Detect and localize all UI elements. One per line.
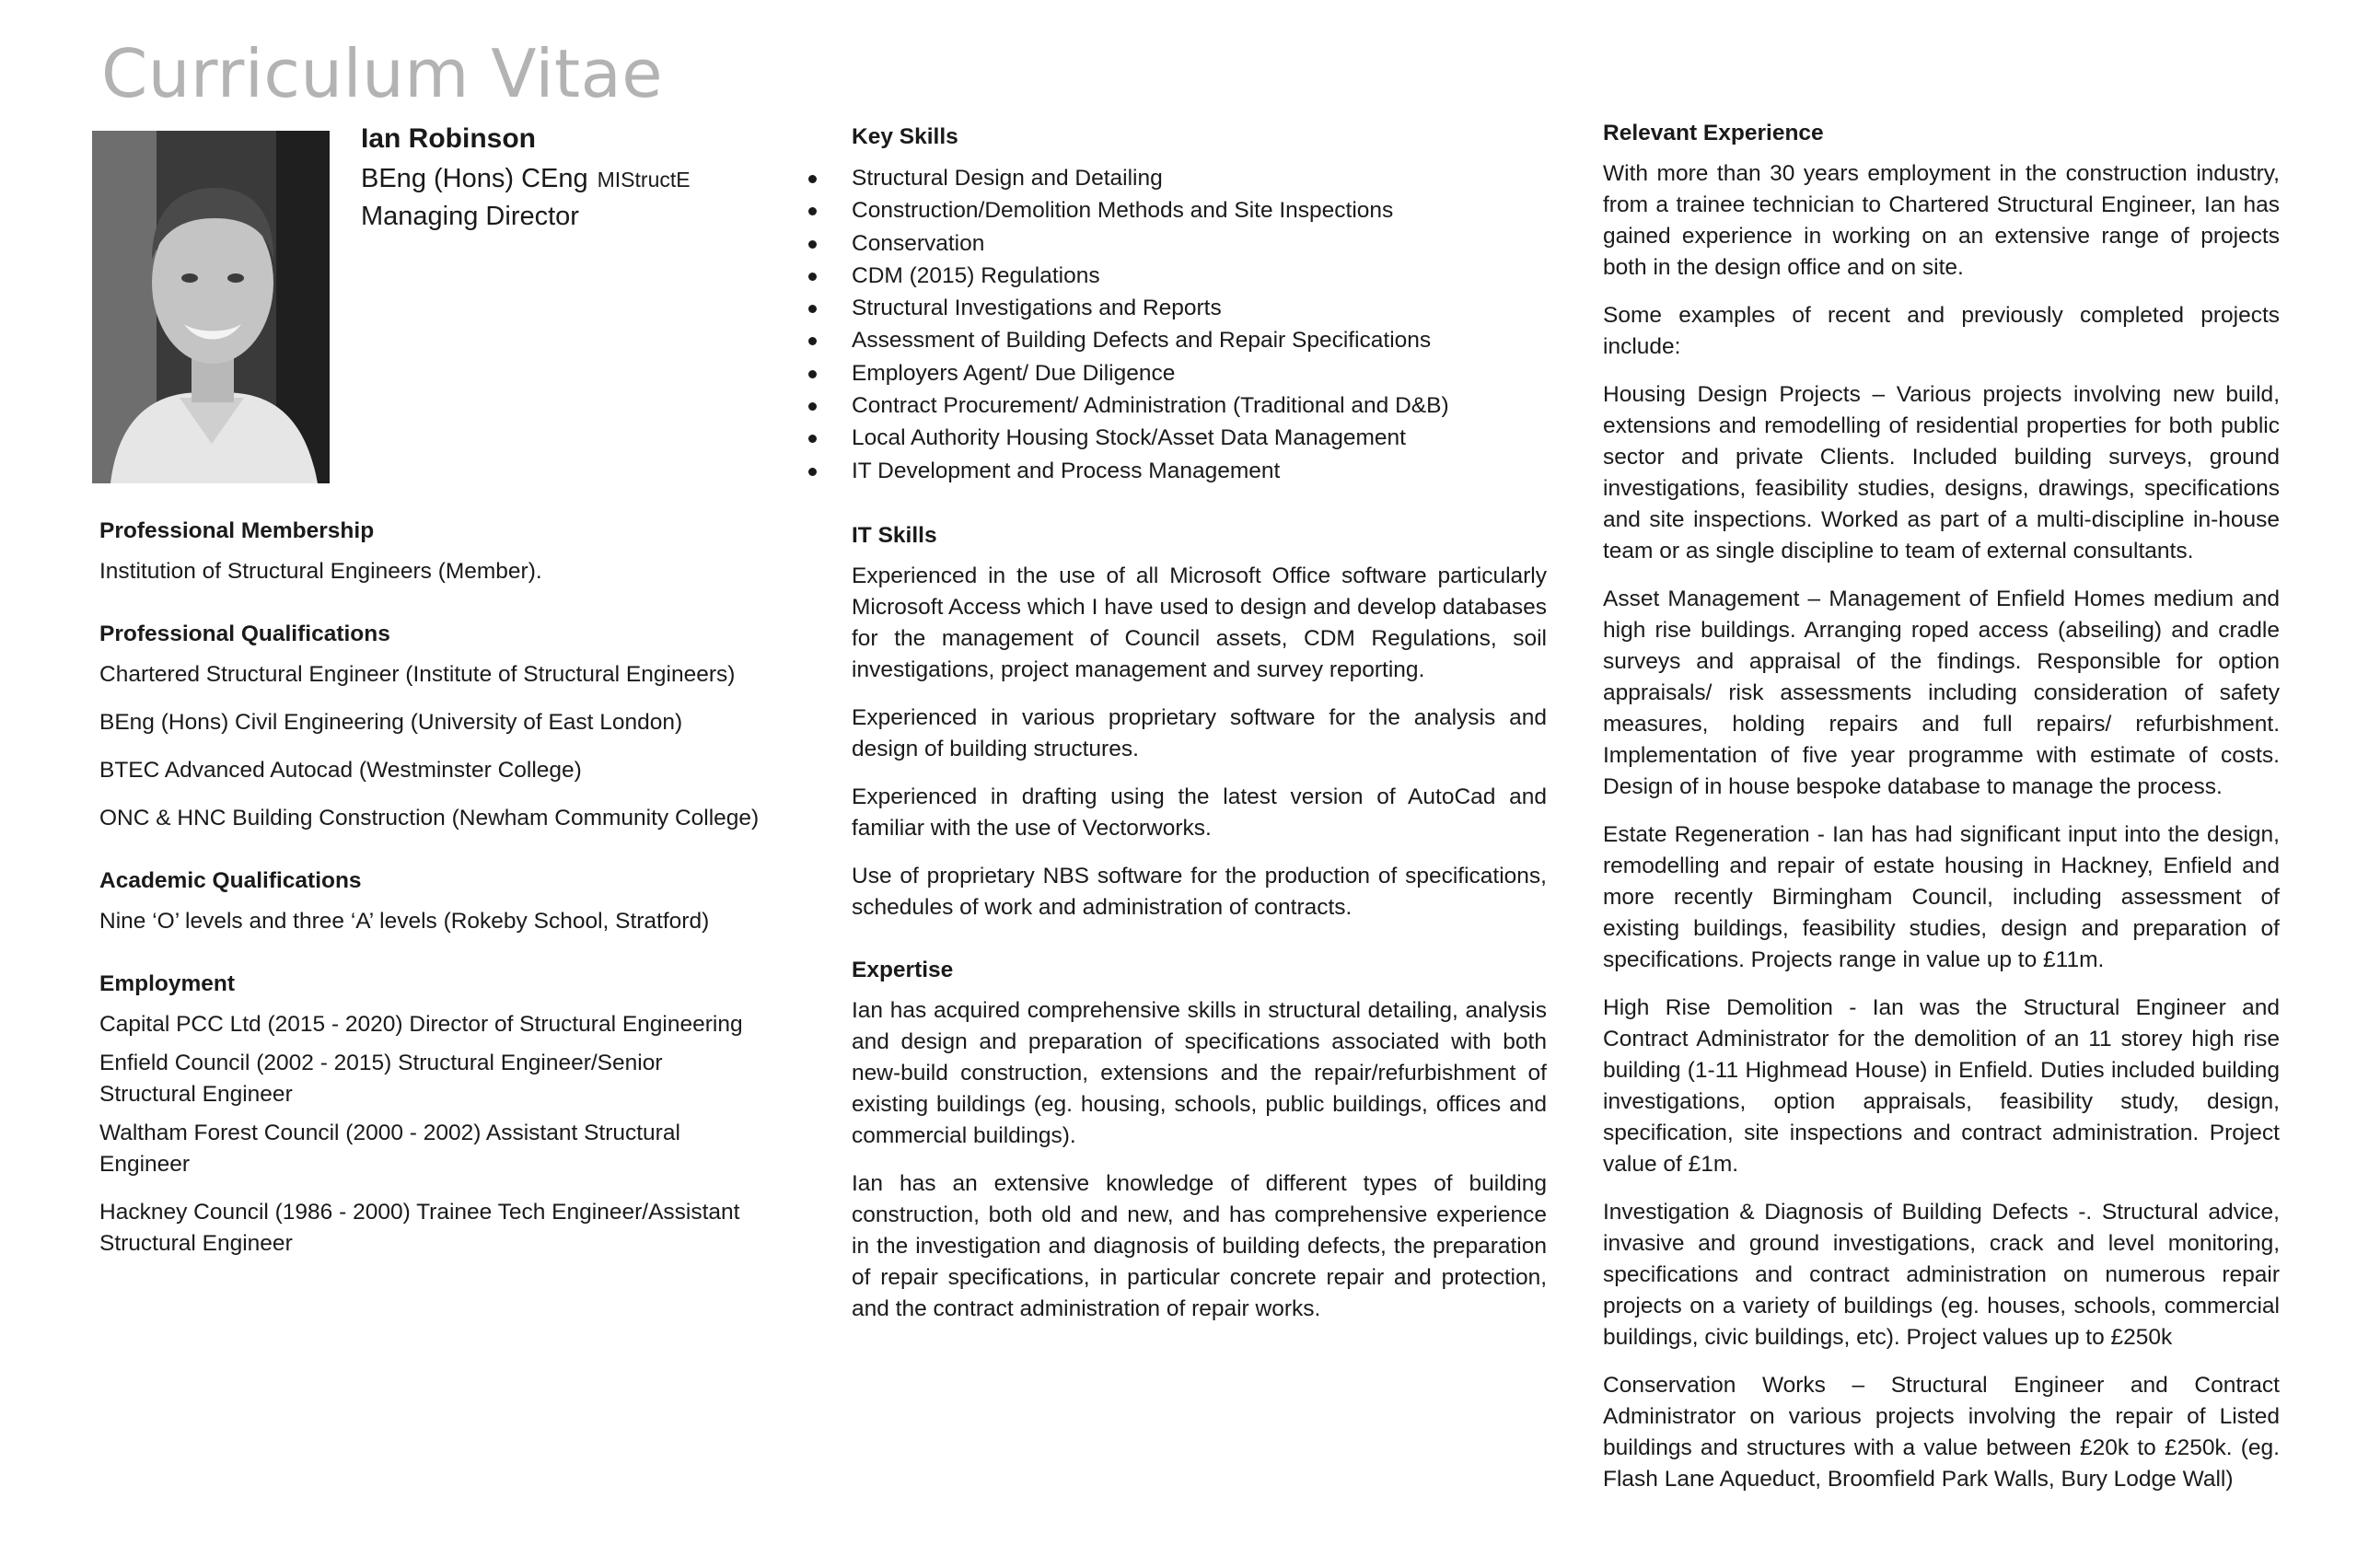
employment-item: Waltham Forest Council (2000 - 2002) Assistant Structural Engineer xyxy=(99,1121,680,1177)
qualification-item: BEng (Hons) Civil Engineering (University of East London) xyxy=(99,710,683,735)
key-skills-list xyxy=(852,162,1547,487)
page-title: Curriculum Vitae xyxy=(101,35,664,112)
experience-paragraph: With more than 30 years employment in the construction industry, from a trainee technician to Chartered Structural Engineer, Ian has gained experience in working on an extensive range of projects both in the design office and on site. xyxy=(1603,161,2280,280)
person-name: Ian Robinson xyxy=(361,123,536,154)
academic-qualifications-text: Nine ‘O’ levels and three ‘A’ levels (Rokeby School, Stratford) xyxy=(99,909,710,934)
profile-photo xyxy=(92,131,330,483)
employment-heading: Employment xyxy=(99,971,236,996)
relevant-experience-heading: Relevant Experience xyxy=(1603,121,1824,145)
experience-paragraph: Investigation & Diagnosis of Building Defects -. Structural advice, invasive and ground investigations, crack and level monitoring, specifications and contract administration on numerous repair projects on a variety of buildings (eg. houses, schools, commercial buildings, civic buildings, etc). Project values up to £250k xyxy=(1603,1200,2280,1350)
key-skill-item: Structural Investigations and Reports xyxy=(852,292,1547,324)
left-column xyxy=(99,516,799,1276)
it-skills-paragraph: Use of proprietary NBS software for the production of specifications, schedules of work and administration of contracts. xyxy=(852,863,1547,920)
employment-item: Capital PCC Ltd (2015 - 2020) Director of Structural Engineering xyxy=(99,1012,743,1037)
experience-paragraph: Housing Design Projects – Various projects involving new build, extensions and remodelling of residential properties for both public sector and private Clients. Included building surveys, ground investigations, feasibility studies, designs, drawings, specifications and site inspections. Worked as part of a multi-discipline in-house team or as single discipline to team of external consultants. xyxy=(1603,382,2280,563)
qualification-item: ONC & HNC Building Construction (Newham Community College) xyxy=(99,806,760,830)
qualification-item: BTEC Advanced Autocad (Westminster College) xyxy=(99,758,582,783)
key-skill-item: Employers Agent/ Due Diligence xyxy=(852,357,1547,389)
expertise-section xyxy=(852,955,1547,1325)
experience-paragraph: High Rise Demolition - Ian was the Structural Engineer and Contract Administrator for the demolition of an 11 storey high rise building (1-11 Highmead House) in Enfield. Duties included building investigations, option appraisals, feasibility study, design, specification, site inspections and contract administration. Project value of £1m. xyxy=(1603,995,2280,1177)
professional-membership-heading: Professional Membership xyxy=(99,518,375,543)
key-skill-item: Conservation xyxy=(852,227,1547,260)
experience-paragraph: Asset Management – Management of Enfield Homes medium and high rise buildings. Arranging roped access (abseiling) and cradle surveys and appraisal of the findings. Responsible for option appraisals/ risk assessments including consideration of safety measures, holding repairs and full repairs/ refurbishment. Implementation of five year programme with estimate of costs. Design of in house bespoke database to manage the process. xyxy=(1603,587,2280,799)
it-skills-section xyxy=(852,520,1547,923)
experience-paragraph: Some examples of recent and previously completed projects include: xyxy=(1603,303,2280,359)
employment-item: Enfield Council (2002 - 2015) Structural Engineer/Senior Structural Engineer xyxy=(99,1051,663,1107)
key-skill-item: Contract Procurement/ Administration (Traditional and D&B) xyxy=(852,389,1547,422)
experience-paragraph: Estate Regeneration - Ian has had significant input into the design, remodelling and repair of estate housing in Hackney, Enfield and more recently Birmingham Council, including assessment of existing buildings, feasibility studies, design and preparation of specifications. Projects range in value up to £11m. xyxy=(1603,822,2280,972)
portrait-image xyxy=(92,131,330,483)
key-skill-item: CDM (2015) Regulations xyxy=(852,260,1547,292)
it-skills-paragraph: Experienced in various proprietary software for the analysis and design of building structures. xyxy=(852,704,1547,761)
person-degrees xyxy=(361,164,691,194)
key-skill-item: IT Development and Process Management xyxy=(852,455,1547,487)
key-skill-item: Assessment of Building Defects and Repair Specifications xyxy=(852,324,1547,356)
employment-item: Hackney Council (1986 - 2000) Trainee Tech Engineer/Assistant Structural Engineer xyxy=(99,1200,740,1256)
key-skill-item: Local Authority Housing Stock/Asset Data Management xyxy=(852,422,1547,454)
person-position: Managing Director xyxy=(361,202,579,231)
academic-qualifications-heading: Academic Qualifications xyxy=(99,868,362,893)
professional-membership-text: Institution of Structural Engineers (Member). xyxy=(99,559,542,584)
expertise-paragraph: Ian has acquired comprehensive skills in structural detailing, analysis and design and preparation of specifications associated with both new-build construction, extensions and the repair/refurbishment of existing buildings (eg. housing, schools, public buildings, offices and commercial buildings). xyxy=(852,997,1547,1148)
it-skills-heading: IT Skills xyxy=(852,522,937,548)
key-skills-heading: Key Skills xyxy=(852,124,958,149)
key-skill-item: Construction/Demolition Methods and Site Inspections xyxy=(852,194,1547,226)
name-block xyxy=(361,123,691,232)
experience-paragraph: Conservation Works – Structural Engineer and Contract Administrator on various projects involving the repair of Listed buildings and structures with a value between £20k to £250k. (eg. Flash Lane Aqueduct, Broomfield Park Walls, Bury Lodge Wall) xyxy=(1603,1373,2280,1492)
degrees-text: BEng (Hons) CEng xyxy=(361,164,588,193)
key-skill-item: Structural Design and Detailing xyxy=(852,162,1547,194)
right-column xyxy=(1603,118,2280,1512)
qualification-item: Chartered Structural Engineer (Institute of Structural Engineers) xyxy=(99,662,736,687)
professional-qualifications-heading: Professional Qualifications xyxy=(99,621,390,646)
expertise-paragraph: Ian has an extensive knowledge of different types of building construction, both old and new, and has comprehensive experience in the investigation and diagnosis of building defects, the preparation of repair specifications, in particular concrete repair and protection, and the contract administration of repair works. xyxy=(852,1170,1547,1321)
expertise-heading: Expertise xyxy=(852,957,954,982)
it-skills-paragraph: Experienced in the use of all Microsoft Office software particularly Microsoft Access which I have used to design and develop databases for the management of Council assets, CDM Regulations, soil investigations, project management and survey reporting. xyxy=(852,563,1547,682)
middle-column xyxy=(852,122,1547,1356)
it-skills-paragraph: Experienced in drafting using the latest version of AutoCad and familiar with the use of Vectorworks. xyxy=(852,784,1547,841)
membership-abbr: MIStructE xyxy=(597,168,691,192)
